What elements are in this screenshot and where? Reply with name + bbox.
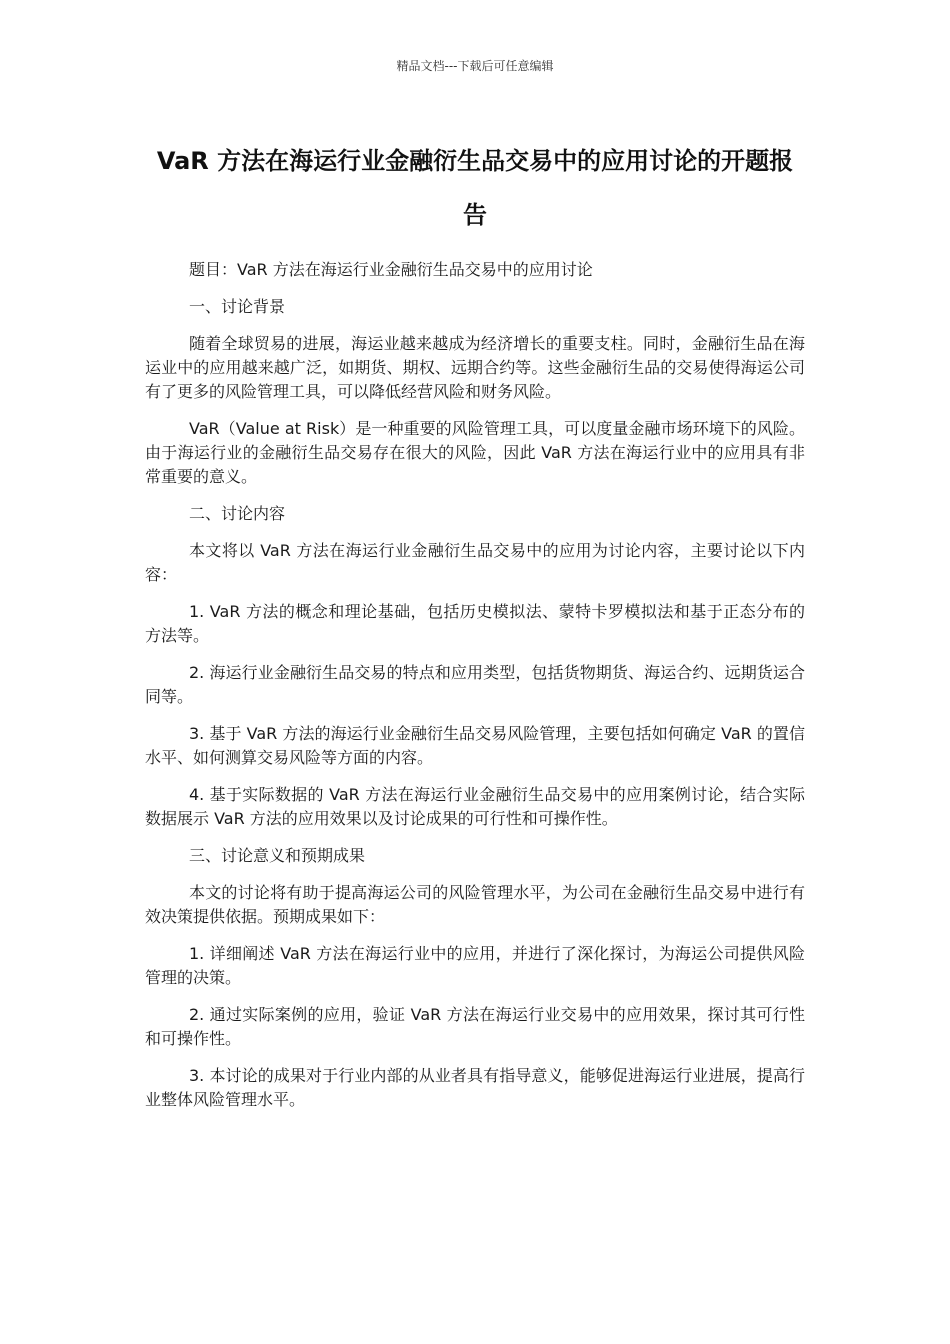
document-title: VaR 方法在海运行业金融衍生品交易中的应用讨论的开题报告 [156,147,794,229]
body-paragraph: 本文的讨论将有助于提高海运公司的风险管理水平，为公司在金融衍生品交易中进行有效决策提供依据。预期成果如下： [145,883,805,926]
list-item: 2. 海运行业金融衍生品交易的特点和应用类型，包括货物期货、海运合约、远期货运合同等。 [145,663,805,706]
body-paragraph: VaR（Value at Risk）是一种重要的风险管理工具，可以度量金融市场环境下的风险。由于海运行业的金融衍生品交易存在很大的风险，因此 VaR 方法在海运行业中的应用具有非常重要的意义。 [145,419,805,486]
list-item: 3. 基于 VaR 方法的海运行业金融衍生品交易风险管理，主要包括如何确定 VaR 的置信水平、如何测算交易风险等方面的内容。 [145,724,805,767]
list-item: 4. 基于实际数据的 VaR 方法在海运行业金融衍生品交易中的应用案例讨论，结合实际数据展示 VaR 方法的应用效果以及讨论成果的可行性和可操作性。 [145,785,805,828]
list-item: 2. 通过实际案例的应用，验证 VaR 方法在海运行业交易中的应用效果，探讨其可行性和可操作性。 [145,1005,805,1048]
body-paragraph: 随着全球贸易的进展，海运业越来越成为经济增长的重要支柱。同时，金融衍生品在海运业中的应用越来越广泛，如期货、期权、远期合约等。这些金融衍生品的交易使得海运公司有了更多的风险管理工具，可以降低经营风险和财务风险。 [145,334,805,401]
list-item: 3. 本讨论的成果对于行业内部的从业者具有指导意义，能够促进海运行业进展，提高行业整体风险管理水平。 [145,1066,805,1109]
section-heading-significance: 三、讨论意义和预期成果 [189,846,366,865]
list-item: 1. 详细阐述 VaR 方法在海运行业中的应用，并进行了深化探讨，为海运公司提供风险管理的决策。 [145,944,805,987]
topic-line: 题目：VaR 方法在海运行业金融衍生品交易中的应用讨论 [189,260,593,279]
list-item: 1. VaR 方法的概念和理论基础，包括历史模拟法、蒙特卡罗模拟法和基于正态分布的方法等。 [145,602,805,645]
header-note: 精品文档---下载后可任意编辑 [396,59,554,73]
body-paragraph: 本文将以 VaR 方法在海运行业金融衍生品交易中的应用为讨论内容，主要讨论以下内容： [145,541,805,584]
section-heading-background: 一、讨论背景 [189,297,286,316]
document-body [145,258,805,1125]
section-heading-content: 二、讨论内容 [189,504,286,523]
